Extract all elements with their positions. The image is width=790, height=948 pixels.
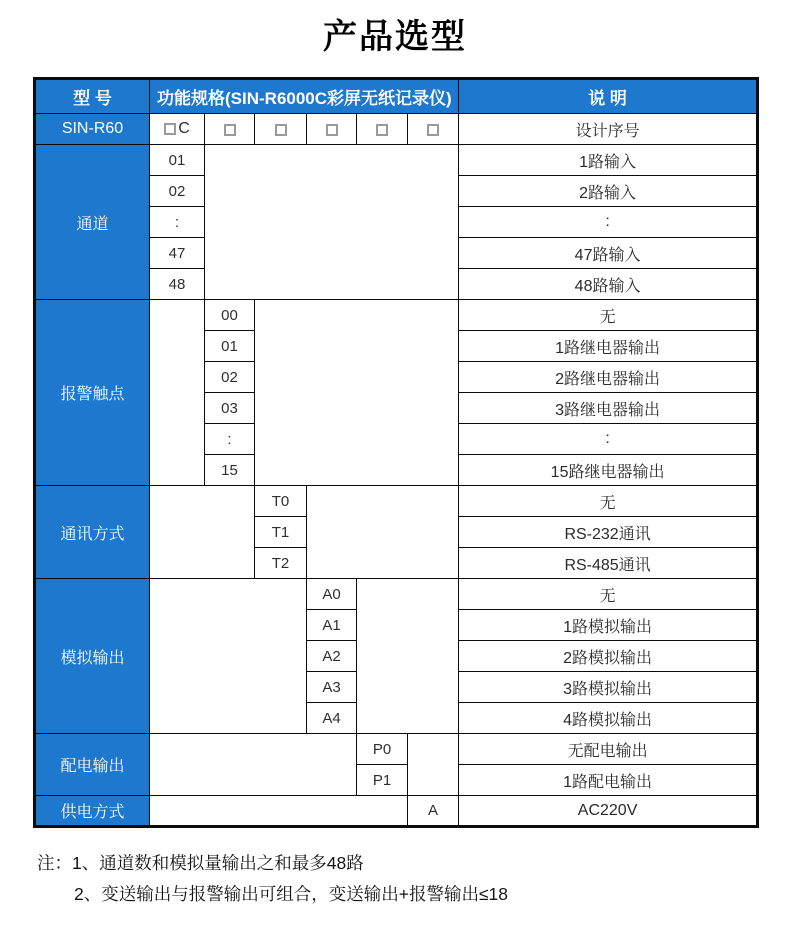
checkbox-icon <box>427 124 439 136</box>
note-prefix: 注： <box>37 853 72 873</box>
option-description: 无配电输出 <box>459 734 758 765</box>
option-description: 2路模拟输出 <box>459 641 758 672</box>
option-description: 48路输入 <box>459 269 758 300</box>
section-label: 供电方式 <box>35 796 150 827</box>
table-row <box>35 796 758 827</box>
empty-cell <box>408 734 459 796</box>
checkbox-icon <box>224 124 236 136</box>
table-row <box>35 300 758 331</box>
product-selection-table <box>33 77 759 828</box>
option-description: 1路配电输出 <box>459 765 758 796</box>
option-description: 1路继电器输出 <box>459 331 758 362</box>
option-description: 2路继电器输出 <box>459 362 758 393</box>
section-label: 模拟输出 <box>35 579 150 734</box>
page-title: 产品选型 <box>323 18 467 56</box>
option-code: T2 <box>255 548 307 579</box>
option-description: 无 <box>459 486 758 517</box>
option-description: 无 <box>459 579 758 610</box>
checkbox-icon <box>326 124 338 136</box>
model-checkbox-cell <box>255 114 307 145</box>
checkbox-icon <box>376 124 388 136</box>
notes <box>37 848 790 910</box>
option-code: 02 <box>150 176 205 207</box>
option-code: 00 <box>205 300 255 331</box>
section-label: 配电输出 <box>35 734 150 796</box>
model-checkbox-cell <box>205 114 255 145</box>
option-description: RS-485通讯 <box>459 548 758 579</box>
model-checkbox-cell <box>357 114 408 145</box>
option-code: T0 <box>255 486 307 517</box>
option-code: 02 <box>205 362 255 393</box>
empty-cell <box>150 579 307 734</box>
header-model: 型 号 <box>35 79 150 114</box>
section-label: 通讯方式 <box>35 486 150 579</box>
empty-cell <box>150 796 408 827</box>
model-checkbox-cell <box>307 114 357 145</box>
option-description: 47路输入 <box>459 238 758 269</box>
option-description: 4路模拟输出 <box>459 703 758 734</box>
empty-cell <box>150 300 205 486</box>
option-code: A2 <box>307 641 357 672</box>
empty-cell <box>150 486 255 579</box>
table-row <box>35 486 758 517</box>
note-item: 1、通道数和模拟量输出之和最多48路 <box>72 853 364 873</box>
table-row <box>35 145 758 176</box>
option-code: 01 <box>205 331 255 362</box>
option-description: AC220V <box>459 796 758 827</box>
option-code: P1 <box>357 765 408 796</box>
note-line <box>37 848 790 879</box>
option-description: 1路输入 <box>459 145 758 176</box>
header-spec: 功能规格(SIN-R6000C彩屏无纸记录仪) <box>150 79 459 114</box>
option-code: T1 <box>255 517 307 548</box>
model-description: 设计序号 <box>459 114 758 145</box>
option-code: A1 <box>307 610 357 641</box>
option-code: 48 <box>150 269 205 300</box>
option-description: : <box>459 424 758 455</box>
section-label: 报警触点 <box>35 300 150 486</box>
model-code-suffix: C <box>178 120 190 137</box>
option-description: 3路模拟输出 <box>459 672 758 703</box>
option-code: 15 <box>205 455 255 486</box>
option-code: : <box>205 424 255 455</box>
option-code: A <box>408 796 459 827</box>
option-description: 2路输入 <box>459 176 758 207</box>
table-row <box>35 579 758 610</box>
table-row <box>35 734 758 765</box>
checkbox-icon <box>164 123 176 135</box>
empty-cell <box>307 486 459 579</box>
table-header-row <box>35 79 758 114</box>
option-description: 1路模拟输出 <box>459 610 758 641</box>
option-code: 03 <box>205 393 255 424</box>
section-label: 通道 <box>35 145 150 300</box>
option-code: 01 <box>150 145 205 176</box>
option-code: A3 <box>307 672 357 703</box>
option-code: 47 <box>150 238 205 269</box>
model-label: SIN-R60 <box>35 114 150 145</box>
checkbox-icon <box>275 124 287 136</box>
model-code-cell <box>150 114 205 145</box>
option-code: P0 <box>357 734 408 765</box>
option-description: 3路继电器输出 <box>459 393 758 424</box>
option-description: 15路继电器输出 <box>459 455 758 486</box>
model-row <box>35 114 758 145</box>
empty-cell <box>150 734 357 796</box>
note-line <box>37 879 790 910</box>
option-description: 无 <box>459 300 758 331</box>
option-description: RS-232通讯 <box>459 517 758 548</box>
option-code: A0 <box>307 579 357 610</box>
model-checkbox-cell <box>408 114 459 145</box>
option-code: : <box>150 207 205 238</box>
option-description: : <box>459 207 758 238</box>
option-code: A4 <box>307 703 357 734</box>
note-item: 2、变送输出与报警输出可组合，变送输出+报警输出≤18 <box>74 884 509 904</box>
header-description: 说 明 <box>459 79 758 114</box>
empty-cell <box>205 145 459 300</box>
empty-cell <box>357 579 459 734</box>
empty-cell <box>255 300 459 486</box>
